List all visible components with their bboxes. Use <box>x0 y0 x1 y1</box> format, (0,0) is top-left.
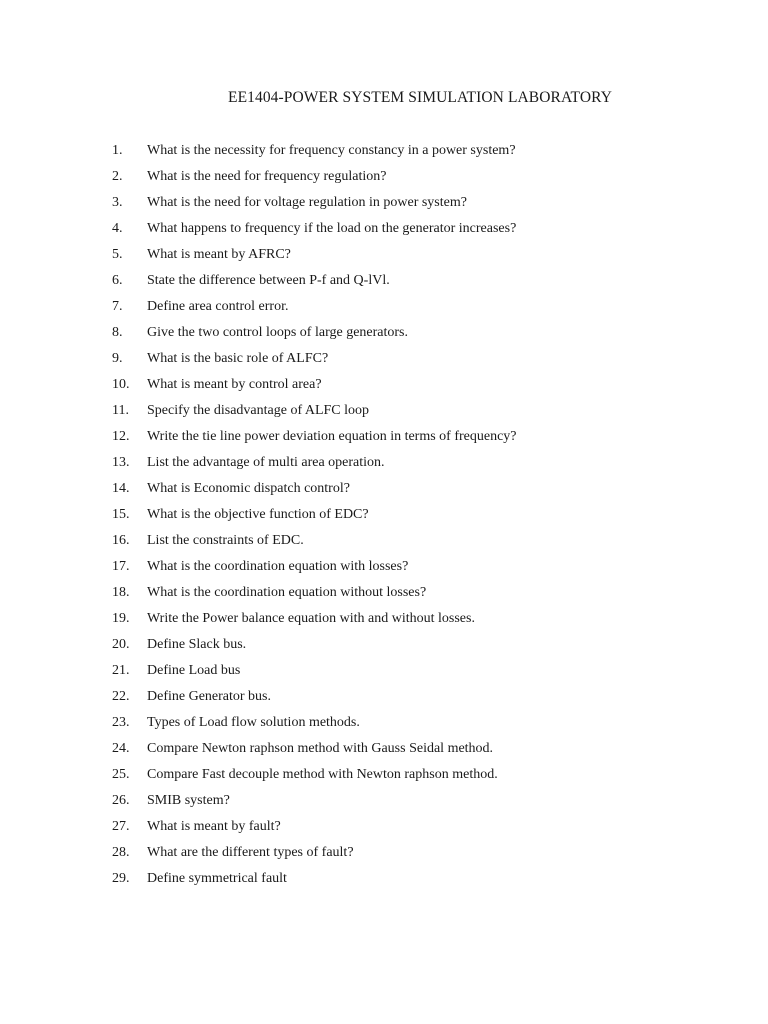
question-number: 21. <box>112 663 130 678</box>
question-number: 26. <box>112 793 130 808</box>
question-number: 11. <box>112 403 129 418</box>
list-item <box>0 348 768 374</box>
list-item <box>0 374 768 400</box>
question-number: 13. <box>112 455 130 470</box>
list-item <box>0 660 768 686</box>
list-item <box>0 322 768 348</box>
question-number: 8. <box>112 325 123 340</box>
question-number: 25. <box>112 767 130 782</box>
question-text: What is the need for frequency regulation? <box>147 169 387 184</box>
question-text: Specify the disadvantage of ALFC loop <box>147 403 370 418</box>
question-number: 17. <box>112 559 130 574</box>
list-item <box>0 816 768 842</box>
question-list <box>0 140 768 894</box>
question-number: 2. <box>112 169 123 184</box>
question-number: 12. <box>112 429 130 444</box>
question-text: What is meant by AFRC? <box>147 247 291 262</box>
question-text: What is the need for voltage regulation in power system? <box>147 195 467 210</box>
question-text: Define Generator bus. <box>147 689 272 704</box>
question-text: List the advantage of multi area operation. <box>147 455 385 470</box>
question-number: 4. <box>112 221 123 236</box>
question-text: List the constraints of EDC. <box>147 533 304 548</box>
question-number: 27. <box>112 819 130 834</box>
list-item <box>0 530 768 556</box>
question-number: 22. <box>112 689 130 704</box>
list-item <box>0 452 768 478</box>
question-text: Types of Load flow solution methods. <box>147 715 360 730</box>
question-number: 1. <box>112 143 123 158</box>
question-text: What is the necessity for frequency constancy in a power system? <box>147 143 516 158</box>
question-number: 14. <box>112 481 130 496</box>
question-number: 6. <box>112 273 123 288</box>
question-text: What is meant by fault? <box>147 819 281 834</box>
question-text: What are the different types of fault? <box>147 845 354 860</box>
question-text: What is the basic role of ALFC? <box>147 351 329 366</box>
list-item <box>0 868 768 894</box>
list-item <box>0 712 768 738</box>
list-item <box>0 140 768 166</box>
list-item <box>0 738 768 764</box>
question-text: Give the two control loops of large generators. <box>147 325 409 340</box>
question-text: SMIB system? <box>147 793 230 808</box>
question-text: Write the tie line power deviation equation in terms of frequency? <box>147 429 517 444</box>
list-item <box>0 842 768 868</box>
question-number: 10. <box>112 377 130 392</box>
list-item <box>0 582 768 608</box>
list-item <box>0 478 768 504</box>
list-item <box>0 686 768 712</box>
question-number: 7. <box>112 299 123 314</box>
question-number: 23. <box>112 715 130 730</box>
list-item <box>0 504 768 530</box>
list-item <box>0 192 768 218</box>
list-item <box>0 270 768 296</box>
list-item <box>0 556 768 582</box>
question-number: 18. <box>112 585 130 600</box>
list-item <box>0 608 768 634</box>
question-text: State the difference between P-f and Q-lVl. <box>147 273 390 288</box>
question-number: 15. <box>112 507 130 522</box>
question-text: Compare Fast decouple method with Newton raphson method. <box>147 767 498 782</box>
list-item <box>0 218 768 244</box>
question-number: 5. <box>112 247 123 262</box>
page-title: EE1404-POWER SYSTEM SIMULATION LABORATORY <box>228 89 613 106</box>
list-item <box>0 634 768 660</box>
list-item <box>0 296 768 322</box>
question-text: Define Slack bus. <box>147 637 247 652</box>
question-text: What happens to frequency if the load on the generator increases? <box>147 221 517 236</box>
question-number: 24. <box>112 741 130 756</box>
list-item <box>0 166 768 192</box>
question-number: 29. <box>112 871 130 886</box>
question-text: Compare Newton raphson method with Gauss Seidal method. <box>147 741 494 756</box>
question-text: Define Load bus <box>147 663 241 678</box>
question-number: 3. <box>112 195 123 210</box>
question-text: What is the objective function of EDC? <box>147 507 369 522</box>
list-item <box>0 790 768 816</box>
question-text: What is Economic dispatch control? <box>147 481 350 496</box>
question-text: Write the Power balance equation with and without losses. <box>147 611 475 626</box>
question-text: Define symmetrical fault <box>147 871 287 886</box>
question-text: Define area control error. <box>147 299 289 314</box>
question-number: 16. <box>112 533 130 548</box>
question-number: 20. <box>112 637 130 652</box>
list-item <box>0 400 768 426</box>
list-item <box>0 244 768 270</box>
question-text: What is the coordination equation without losses? <box>147 585 427 600</box>
list-item <box>0 426 768 452</box>
question-text: What is the coordination equation with losses? <box>147 559 409 574</box>
question-number: 19. <box>112 611 130 626</box>
list-item <box>0 764 768 790</box>
question-text: What is meant by control area? <box>147 377 322 392</box>
question-number: 28. <box>112 845 130 860</box>
question-number: 9. <box>112 351 123 366</box>
